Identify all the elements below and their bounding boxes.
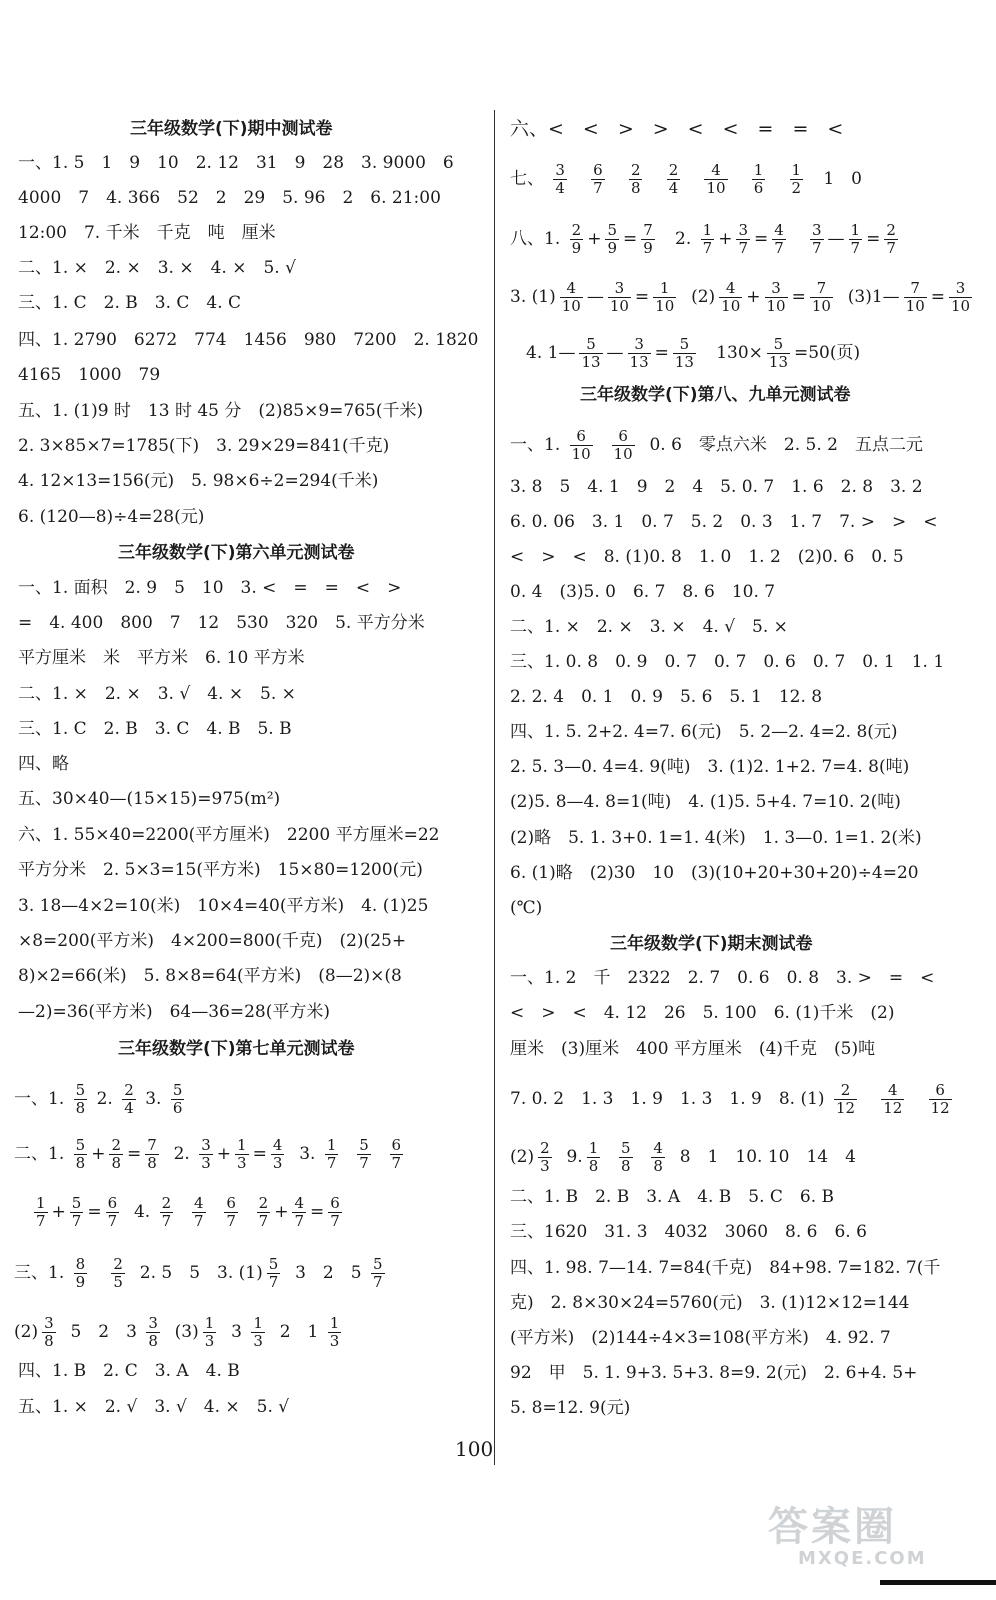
answer-line-fractions: 一、1. $\frac{5}{8}$ 2. $\frac{2}{4}$ 3. $\frac{5}{6}$ <box>14 1081 183 1117</box>
fraction: $\frac{5}{6}$ <box>172 1081 183 1117</box>
answer-line: 三、1620 31. 3 4032 3060 8. 6 6. 6 <box>510 1222 867 1242</box>
answer-line: 二、1. × 2. × 3. √ 4. × 5. × <box>18 684 296 704</box>
answer-line: 8)×2=66(米) 5. 8×8=64(平方米) (8—2)×(8 <box>18 966 402 986</box>
answer-line-fractions: 三、1. $\frac{8}{9}$ $\frac{2}{5}$ 2. 5 5 3. (1) $\frac{5}{7}$ 3 2 5 $\frac{5}{7}$ <box>14 1255 383 1291</box>
answer-line: 四、1. 5. 2+2. 4=7. 6(元) 5. 2—2. 4=2. 8(元) <box>510 722 898 742</box>
answer-line: 四、略 <box>18 754 69 774</box>
answer-line: 五、1. × 2. √ 3. √ 4. × 5. √ <box>18 1397 290 1417</box>
answer-line: 6. (1)略 (2)30 10 (3)(10+20+30+20)÷4=20 <box>510 863 919 883</box>
answer-line-fractions: 7. 0. 2 1. 3 1. 9 1. 3 1. 9 8. (1) $\frac{2}{12}$ $\frac{4}{12}$ $\frac{6}{12}$ <box>510 1081 950 1117</box>
answer-line: 6. (120—8)÷4=28(元) <box>18 507 205 527</box>
answer-line: 克) 2. 8×30×24=5760(元) 3. (1)12×12=144 <box>510 1293 910 1313</box>
answer-line: 五、1. (1)9 时 13 时 45 分 (2)85×9=765(千米) <box>18 401 424 421</box>
answer-line: 四、1. B 2. C 3. A 4. B <box>18 1361 240 1381</box>
answer-line-fractions: 3. (1) $\frac{4}{10}$ — $\frac{3}{10}$ = $\frac{1}{10}$ (2) $\frac{4}{10}$ + $\frac{3}{10}$ = $\frac{7}{10}$ (3)1— $\frac{7}{10}$ = $\frac{3}{10}$ <box>510 279 971 315</box>
answer-line-fractions: 二、1. $\frac{5}{8}$ + $\frac{2}{8}$ = $\frac{7}{8}$ 2. $\frac{3}{3}$ + $\frac{1}{3}$ = $\frac{4}{3}$ 3. $\frac{1}{7}$ $\frac{5}{7}$ $\frac{6}{7}$ <box>14 1136 402 1172</box>
answer-line: 平方分米 2. 5×3=15(平方米) 15×80=1200(元) <box>18 860 423 880</box>
answer-line: (2)5. 8—4. 8=1(吨) 4. (1)5. 5+4. 7=10. 2(吨) <box>510 792 901 812</box>
answer-line: 三、1. C 2. B 3. C 4. C <box>18 293 242 313</box>
answer-line: 2. 5. 3—0. 4=4. 9(吨) 3. (1)2. 1+2. 7=4. 8(吨) <box>510 757 910 777</box>
answer-line: = 4. 400 800 7 12 530 320 5. 平方分米 <box>18 613 425 633</box>
answer-line: —2)=36(平方米) 64—36=28(平方米) <box>18 1002 330 1022</box>
answer-line: 二、1. × 2. × 3. × 4. √ 5. × <box>510 617 788 637</box>
answer-line: 3. 18—4×2=10(米) 10×4=40(平方米) 4. (1)25 <box>18 896 429 916</box>
answer-line-fractions: 八、1. $\frac{2}{9}$ + $\frac{5}{9}$ = $\frac{7}{9}$ 2. $\frac{1}{7}$ + $\frac{3}{7}$ = $\frac{4}{7}$ $\frac{3}{7}$ — $\frac{1}{7}$ = $\frac{2}{7}$ <box>510 221 896 257</box>
section-title-midterm: 三年级数学(下)期中测试卷 <box>130 119 333 139</box>
answer-line: 0. 4 (3)5. 0 6. 7 8. 6 10. 7 <box>510 582 776 602</box>
answer-line: 4000 7 4. 366 52 2 29 5. 96 2 6. 21:00 <box>18 188 441 208</box>
fraction: $\frac{2}{4}$ <box>124 1081 134 1117</box>
column-divider <box>494 110 495 1465</box>
answer-line-fractions: $\frac{1}{7}$ + $\frac{5}{7}$ = $\frac{6}{7}$ 4. $\frac{2}{7}$ $\frac{4}{7}$ $\frac{6}{7}$ $\frac{2}{7}$ + $\frac{4}{7}$ = $\frac{6}{7}$ <box>36 1194 340 1230</box>
section-title-final: 三年级数学(下)期末测试卷 <box>610 934 813 954</box>
watermark-logo: 答案圈 MXQE.COM <box>768 1504 927 1569</box>
answer-line: 二、1. B 2. B 3. A 4. B 5. C 6. B <box>510 1187 834 1207</box>
answer-line: 三、1. C 2. B 3. C 4. B 5. B <box>18 719 292 739</box>
answer-line-fractions: 七、 $\frac{3}{4}$ $\frac{6}{7}$ $\frac{2}{8}$ $\frac{2}{4}$ $\frac{4}{10}$ $\frac{1}{6}$ $\frac{1}{2}$ 1 0 <box>510 161 862 197</box>
answer-line: 平方厘米 米 平方米 6. 10 平方米 <box>18 648 305 668</box>
answer-line: 二、1. × 2. × 3. × 4. × 5. √ <box>18 258 296 278</box>
answer-line: 六、< < > > < < = = < <box>510 118 844 140</box>
answer-line-fractions: (2) $\frac{3}{8}$ 5 2 3 $\frac{3}{8}$ (3) $\frac{1}{3}$ 3 $\frac{1}{3}$ 2 1 $\frac{1}{3}$ <box>14 1314 340 1350</box>
answer-line: (平方米) (2)144÷4×3=108(平方米) 4. 92. 7 <box>510 1328 891 1348</box>
answer-line: 四、1. 2790 6272 774 1456 980 7200 2. 1820 <box>18 330 479 350</box>
answer-line: 4165 1000 79 <box>18 365 161 385</box>
answer-line-fractions: (2) $\frac{2}{3}$ 9. $\frac{1}{8}$ $\frac{5}{8}$ $\frac{4}{8}$ 8 1 10. 10 14 4 <box>510 1139 856 1175</box>
answer-line: < > < 4. 12 26 5. 100 6. (1)千米 (2) <box>510 1003 895 1023</box>
answer-line: 三、1. 0. 8 0. 9 0. 7 0. 7 0. 6 0. 7 0. 1 1. 1 <box>510 652 945 672</box>
answer-line: 厘米 (3)厘米 400 平方厘米 (4)千克 (5)吨 <box>510 1039 876 1059</box>
answer-line: 4. 12×13=156(元) 5. 98×6÷2=294(千米) <box>18 471 379 491</box>
answer-line: 2. 3×85×7=1785(下) 3. 29×29=841(千克) <box>18 436 390 456</box>
section-title-unit8-9: 三年级数学(下)第八、九单元测试卷 <box>580 385 851 405</box>
answer-line: 四、1. 98. 7—14. 7=84(千克) 84+98. 7=182. 7(千 <box>510 1258 941 1278</box>
answer-line: 5. 8=12. 9(元) <box>510 1398 631 1418</box>
answer-line: 3. 8 5 4. 1 9 2 4 5. 0. 7 1. 6 2. 8 3. 2 <box>510 477 923 497</box>
answer-line: 92 甲 5. 1. 9+3. 5+3. 8=9. 2(元) 2. 6+4. 5+ <box>510 1363 918 1383</box>
answer-line: 一、1. 2 千 2322 2. 7 0. 6 0. 8 3. > = < <box>510 968 935 988</box>
answer-line: 一、1. 5 1 9 10 2. 12 31 9 28 3. 9000 6 <box>18 153 454 173</box>
answer-line: 一、1. 面积 2. 9 5 10 3. < = = < > <box>18 578 402 598</box>
fraction: $\frac{5}{8}$ <box>75 1081 86 1117</box>
page-number: 100 <box>455 1437 494 1461</box>
answer-line: 五、30×40—(15×15)=975(m²) <box>18 789 281 809</box>
bottom-edge-bar <box>880 1580 996 1585</box>
answer-line: ×8=200(平方米) 4×200=800(千克) (2)(25+ <box>18 931 407 951</box>
answer-line-fractions: 一、1. $\frac{6}{10}$ $\frac{6}{10}$ 0. 6 零点六米 2. 5. 2 五点二元 <box>510 427 923 463</box>
section-title-unit7: 三年级数学(下)第七单元测试卷 <box>118 1039 355 1059</box>
answer-line: (℃) <box>510 898 543 918</box>
answer-line: 12:00 7. 千米 千克 吨 厘米 <box>18 223 276 243</box>
answer-line-fractions: 4. 1— $\frac{5}{13}$ — $\frac{3}{13}$ = $\frac{5}{13}$ 130× $\frac{5}{13}$ =50(页) <box>526 335 861 371</box>
answer-line: < > < 8. (1)0. 8 1. 0 1. 2 (2)0. 6 0. 5 <box>510 547 904 567</box>
answer-line: (2)略 5. 1. 3+0. 1=1. 4(米) 1. 3—0. 1=1. 2(米) <box>510 828 922 848</box>
answer-line: 六、1. 55×40=2200(平方厘米) 2200 平方厘米=22 <box>18 825 440 845</box>
answer-line: 2. 2. 4 0. 1 0. 9 5. 6 5. 1 12. 8 <box>510 687 823 707</box>
answer-line: 6. 0. 06 3. 1 0. 7 5. 2 0. 3 1. 7 7. > > < <box>510 512 938 532</box>
section-title-unit6: 三年级数学(下)第六单元测试卷 <box>118 543 355 563</box>
